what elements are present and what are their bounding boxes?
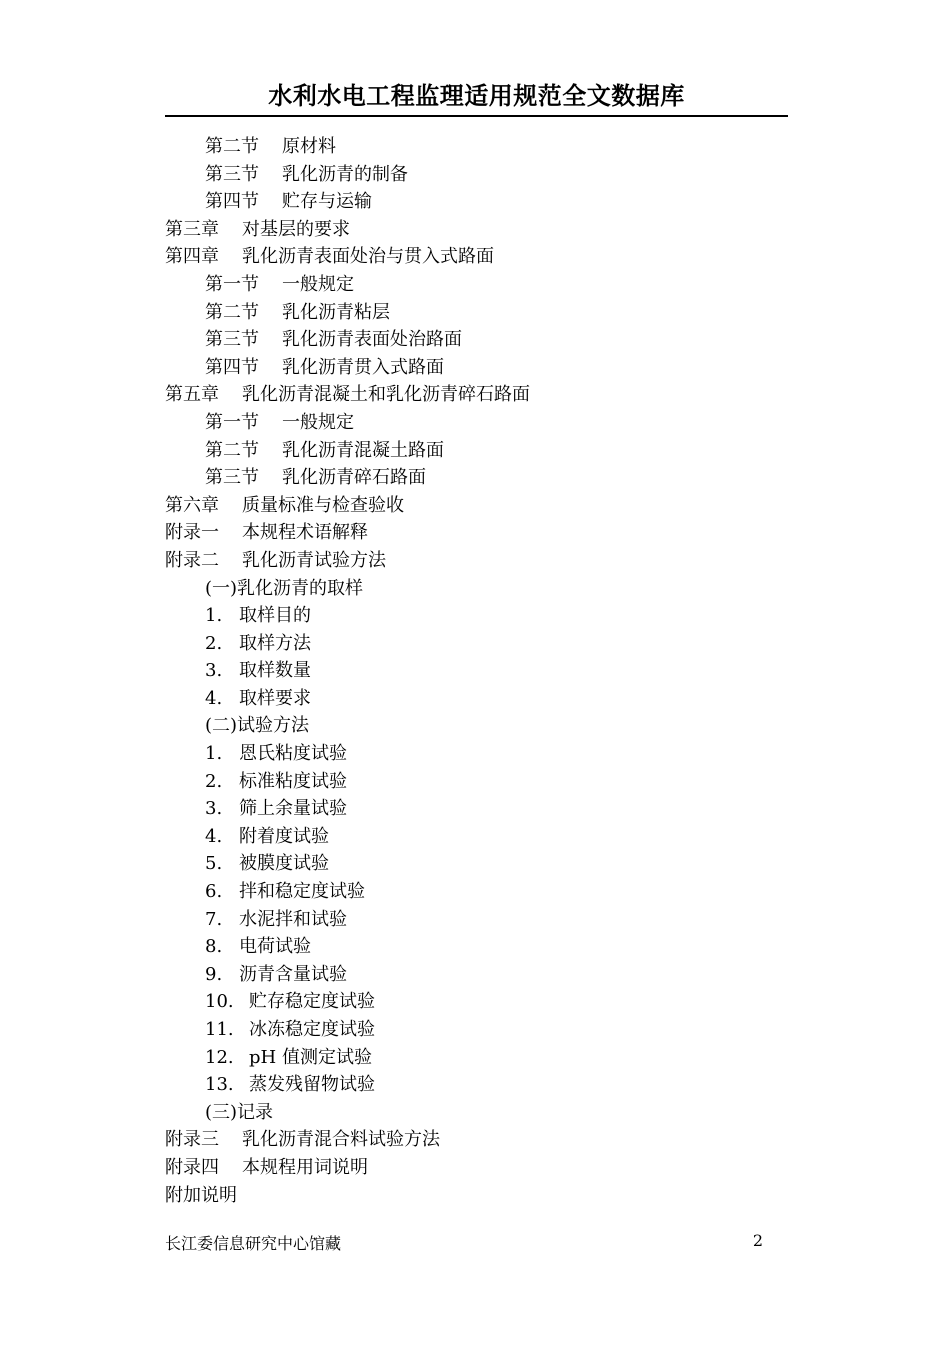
toc-entry: [165, 1154, 788, 1182]
toc-entry: [165, 850, 788, 878]
toc-entry: [165, 685, 788, 713]
toc-entry: [165, 1099, 788, 1127]
toc-entry: [165, 437, 788, 465]
toc-entry: [165, 133, 788, 161]
toc-entry-number: 第一节: [205, 273, 259, 295]
toc-entry: [165, 161, 788, 189]
toc-entry-title: 乳化沥青表面处治与贯入式路面: [242, 246, 494, 268]
toc-entry-number: 附录三: [165, 1129, 219, 1151]
toc-entry-title: 乳化沥青混凝土路面: [282, 439, 444, 461]
toc-entry-number: 11.: [205, 1019, 234, 1040]
toc-entry-title: 沥青含量试验: [239, 963, 347, 985]
toc-entry-number: 4.: [205, 687, 223, 709]
toc-entry-number: 3.: [205, 798, 223, 820]
toc-entry: [165, 630, 788, 658]
toc-entry: [165, 961, 788, 989]
toc-entry: [165, 216, 788, 244]
toc-entry-number: 1.: [205, 743, 223, 765]
toc-entry-title: 乳化沥青粘层: [282, 301, 390, 323]
toc-entry: [165, 243, 788, 271]
toc-entry-number: 第三节: [205, 467, 259, 489]
toc-entry-title: 水泥拌和试验: [239, 908, 347, 930]
toc-entry: [165, 823, 788, 851]
toc-entry-number: 第五章: [165, 384, 219, 406]
toc-entry-number: 10.: [205, 991, 234, 1013]
toc-entry-number: 附录二: [165, 549, 219, 571]
page-number: 2: [752, 1231, 763, 1250]
toc-entry-title: 取样要求: [239, 687, 311, 709]
toc-entry-title: (一)乳化沥青的取样: [205, 577, 364, 599]
page-header-title: 水利水电工程监理适用规范全文数据库: [165, 78, 788, 117]
toc-entry-title: 乳化沥青碎石路面: [282, 467, 426, 489]
toc-entry-number: 第四节: [205, 191, 259, 213]
toc-entry: [165, 1016, 788, 1044]
toc-entry-title: 本规程术语解释: [242, 522, 368, 544]
toc-entry: [165, 602, 788, 630]
toc-entry-title: 原材料: [282, 136, 336, 157]
toc-entry-title: 一般规定: [282, 411, 354, 433]
toc-entry: [165, 409, 788, 437]
toc-entry-number: 第三章: [165, 218, 219, 240]
toc-entry-title: 附加说明: [165, 1184, 237, 1206]
toc-entry-title: 乳化沥青贯入式路面: [282, 356, 444, 378]
toc-entry-title: 取样方法: [239, 632, 311, 654]
toc-entry-number: 第二节: [205, 301, 259, 323]
toc-entry: [165, 547, 788, 575]
toc-entry: [165, 271, 788, 299]
toc-entry-title: 一般规定: [282, 273, 354, 295]
toc-entry: [165, 464, 788, 492]
toc-entry-title: 被膜度试验: [239, 853, 329, 875]
toc-entry-number: 12.: [205, 1046, 234, 1068]
toc-entry-title: (三)记录: [205, 1101, 274, 1123]
toc-entry-title: 对基层的要求: [242, 218, 350, 240]
toc-entry-number: 第四节: [205, 356, 259, 378]
toc-entry-title: 取样数量: [239, 660, 311, 682]
toc-entry: [165, 988, 788, 1016]
toc-entry-title: 贮存稳定度试验: [249, 991, 375, 1013]
toc-entry-title: 拌和稳定度试验: [239, 881, 365, 903]
toc-entry-title: (二)试验方法: [205, 715, 310, 737]
toc-entry: [165, 1182, 788, 1210]
toc-entry-number: 附录四: [165, 1156, 219, 1178]
toc-entry-number: 第六章: [165, 494, 219, 516]
toc-entry-title: 筛上余量试验: [239, 798, 347, 820]
toc-entry: [165, 878, 788, 906]
toc-entry: [165, 712, 788, 740]
toc-entry: [165, 492, 788, 520]
toc-entry-number: 第三节: [205, 329, 259, 351]
toc-entry: [165, 381, 788, 409]
toc-entry: [165, 1044, 788, 1072]
toc-entry-number: 第一节: [205, 411, 259, 433]
toc-entry-number: 4.: [205, 825, 223, 847]
toc-entry-number: 1.: [205, 605, 223, 627]
toc-entry-title: 质量标准与检查验收: [242, 494, 404, 516]
toc-entry-title: 乳化沥青的制备: [282, 163, 408, 185]
toc-entry: [165, 519, 788, 547]
toc-entry-number: 9.: [205, 963, 223, 985]
toc-entry-title: 蒸发残留物试验: [249, 1074, 375, 1096]
toc-entry: [165, 575, 788, 603]
toc-entry: [165, 299, 788, 327]
toc-entry: [165, 768, 788, 796]
toc-entry: [165, 188, 788, 216]
toc-entry: [165, 354, 788, 382]
toc-entry: [165, 326, 788, 354]
toc-entry-title: 电荷试验: [239, 936, 311, 958]
toc-entry-number: 2.: [205, 770, 223, 792]
toc-entry-number: 3.: [205, 660, 223, 682]
toc-entry-number: 8.: [205, 936, 223, 958]
toc-entry: [165, 906, 788, 934]
toc-entry-title: 恩氏粘度试验: [239, 743, 347, 765]
toc-entry-number: 第二节: [205, 439, 259, 461]
toc-entry-number: 2.: [205, 632, 223, 654]
toc-entry-title: 乳化沥青试验方法: [242, 549, 386, 571]
toc-entry-title: 标准粘度试验: [239, 770, 347, 792]
toc-entry-title: 乳化沥青混合料试验方法: [242, 1129, 440, 1151]
toc-entry-title: 乳化沥青表面处治路面: [282, 329, 462, 351]
toc-entry-title: 冰冻稳定度试验: [249, 1019, 375, 1040]
toc-entry-title: 贮存与运输: [282, 191, 372, 213]
toc-entry-title: 乳化沥青混凝土和乳化沥青碎石路面: [242, 384, 530, 406]
toc-entry: [165, 933, 788, 961]
toc-entry-number: 附录一: [165, 522, 219, 544]
table-of-contents: [165, 133, 788, 1209]
toc-entry-number: 第四章: [165, 246, 219, 268]
toc-entry-title: 本规程用词说明: [242, 1156, 368, 1178]
toc-entry-number: 5.: [205, 853, 223, 875]
toc-entry-title: 取样目的: [239, 605, 311, 627]
footer-source: 长江委信息研究中心馆藏: [165, 1234, 342, 1253]
toc-entry: [165, 1071, 788, 1099]
toc-entry-number: 13.: [205, 1074, 234, 1096]
toc-entry: [165, 795, 788, 823]
toc-entry-number: 第二节: [205, 136, 259, 157]
toc-entry: [165, 1126, 788, 1154]
toc-entry-title: pH 值测定试验: [249, 1046, 372, 1068]
toc-entry: [165, 740, 788, 768]
toc-entry-number: 第三节: [205, 163, 259, 185]
toc-entry: [165, 657, 788, 685]
toc-entry-number: 6.: [205, 881, 223, 903]
toc-entry-number: 7.: [205, 908, 223, 930]
toc-entry-title: 附着度试验: [239, 825, 329, 847]
